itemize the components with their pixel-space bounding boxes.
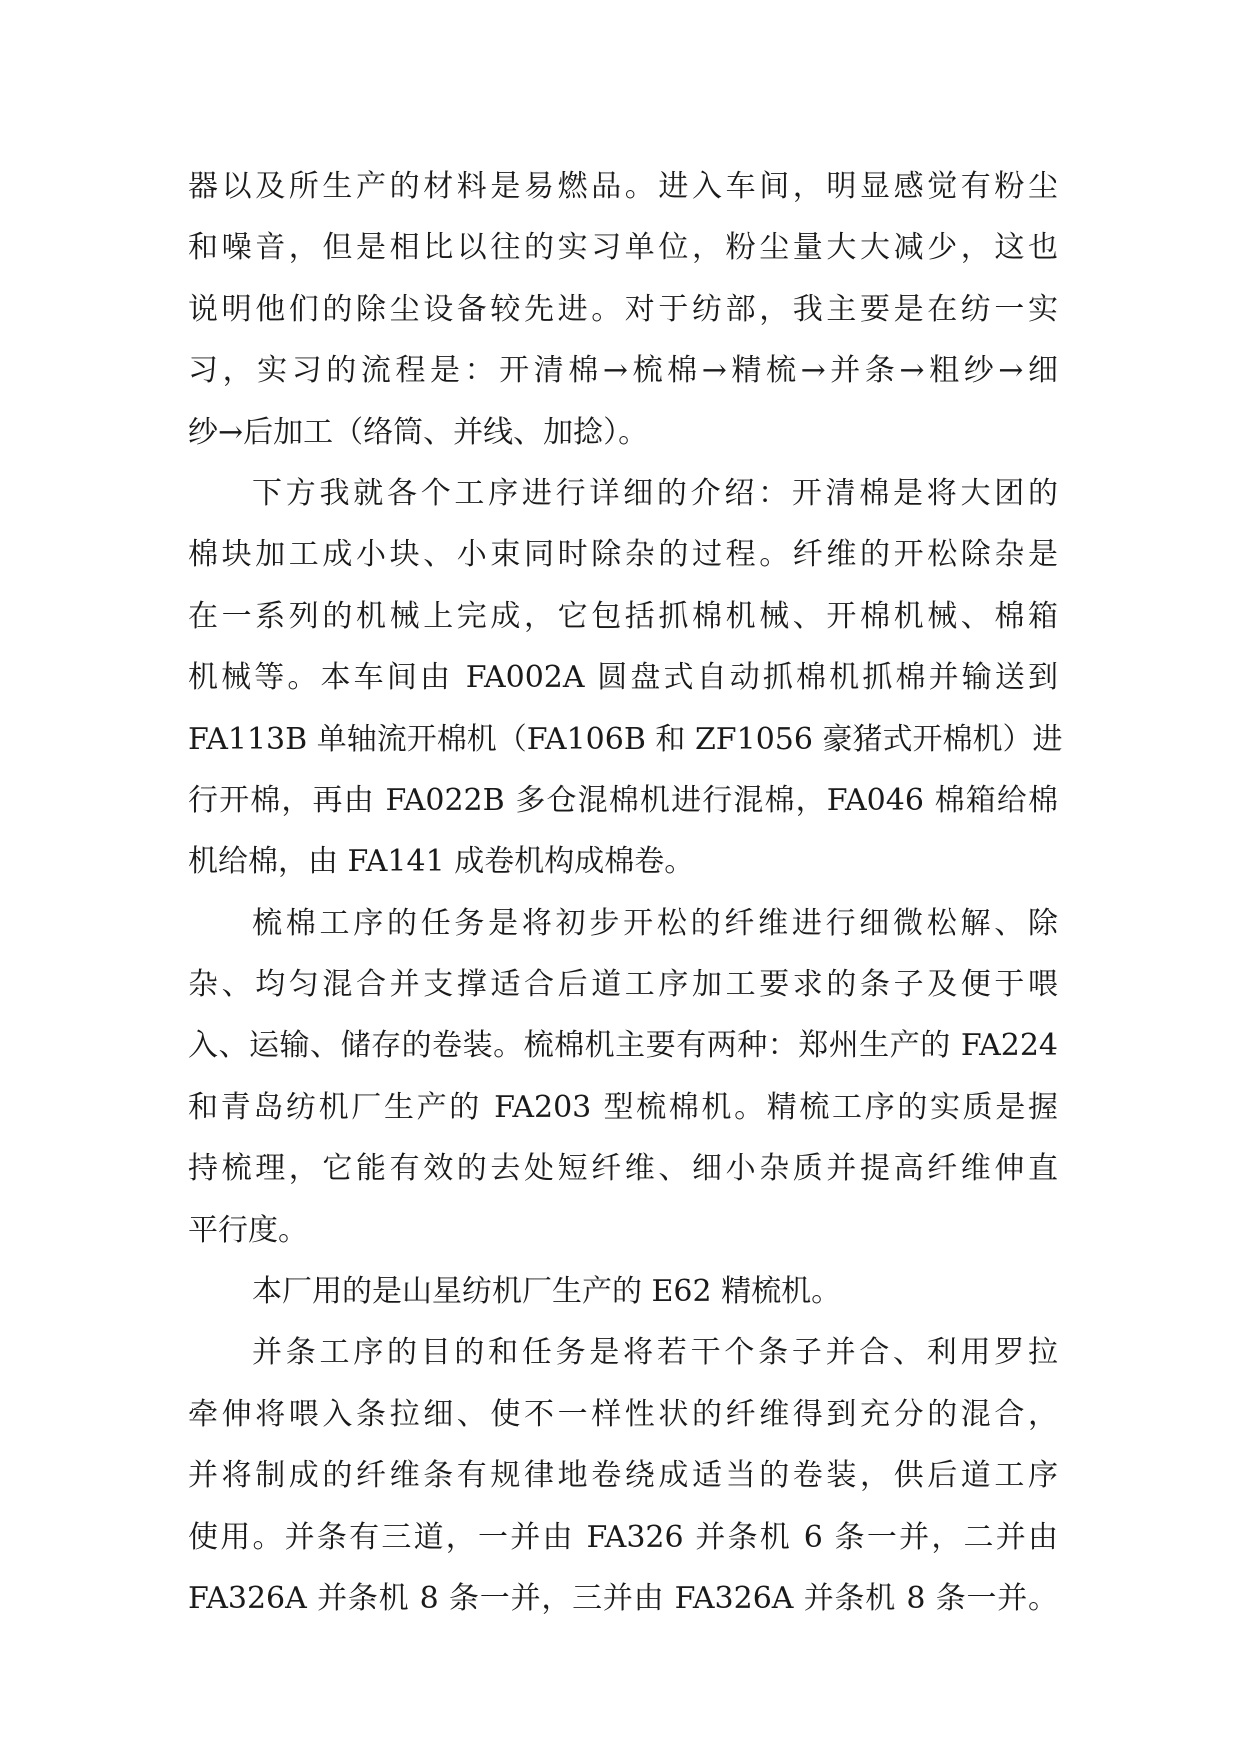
text-line: 持梳理，它能有效的去处短纤维、细小杂质并提高纤维伸直	[188, 1151, 1058, 1187]
text-line: 机给棉，由 FA141 成卷机构成棉卷。	[188, 844, 695, 880]
text-line: 杂、均匀混合并支撑适合后道工序加工要求的条子及便于喂	[188, 967, 1058, 1003]
text-line: 棉块加工成小块、小束同时除杂的过程。纤维的开松除杂是	[188, 537, 1058, 573]
text-line: 在一系列的机械上完成，它包括抓棉机械、开棉机械、棉箱	[188, 598, 1058, 634]
paragraph-first-line: 下方我就各个工序进行详细的介绍：开清棉是将大团的	[252, 475, 1058, 511]
text-line: 器以及所生产的材料是易燃品。进入车间，明显感觉有粉尘	[188, 169, 1058, 204]
text-line: 并将制成的纤维条有规律地卷绕成适当的卷装，供后道工序	[188, 1458, 1058, 1494]
text-line: 机械等。本车间由 FA002A 圆盘式自动抓棉机抓棉并输送到	[188, 660, 1058, 696]
text-line: 和青岛纺机厂生产的 FA203 型梳棉机。精梳工序的实质是握	[188, 1089, 1058, 1125]
text-line: 入、运输、储存的卷装。梳棉机主要有两种：郑州生产的 FA224	[188, 1028, 1058, 1064]
text-line: 牵伸将喂入条拉细、使不一样性状的纤维得到充分的混合，	[188, 1396, 1058, 1432]
text-line: 和噪音，但是相比以往的实习单位，粉尘量大大减少，这也	[188, 230, 1058, 266]
body-text	[188, 156, 1063, 1629]
text-line: 纱→后加工（络筒、并线、加捻）。	[188, 414, 649, 450]
text-line: FA113B 单轴流开棉机（FA106B 和 ZF1056 豪猪式开棉机）进	[188, 721, 1063, 757]
text-line: 说明他们的除尘设备较先进。对于纺部，我主要是在纺一实	[188, 291, 1058, 327]
text-line: 行开棉，再由 FA022B 多仓混棉机进行混棉，FA046 棉箱给棉	[188, 782, 1058, 818]
paragraph-first-line: 本厂用的是山星纺机厂生产的 E62 精梳机。	[252, 1274, 842, 1310]
paragraph-first-line: 并条工序的目的和任务是将若干个条子并合、利用罗拉	[252, 1335, 1058, 1371]
text-line: FA326A 并条机 8 条一并，三并由 FA326A 并条机 8 条一并。	[188, 1580, 1058, 1616]
text-line: 习，实习的流程是：开清棉→梳棉→精梳→并条→粗纱→细	[188, 353, 1058, 389]
paragraph-first-line: 梳棉工序的任务是将初步开松的纤维进行细微松解、除	[252, 905, 1058, 941]
text-line: 使用。并条有三道，一并由 FA326 并条机 6 条一并，二并由	[188, 1519, 1058, 1555]
text-line: 平行度。	[188, 1212, 308, 1248]
